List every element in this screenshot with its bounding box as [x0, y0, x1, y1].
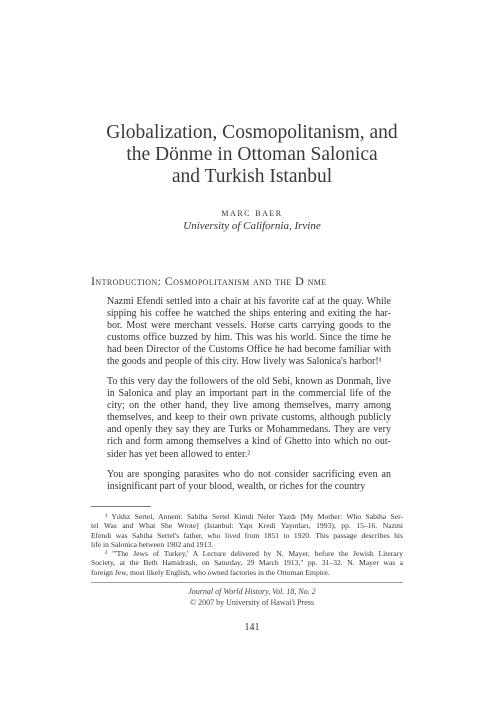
footnote-line: ¹ Yıldız Sertel, Annem: Sabiha Sertel Kimdi Neler Yazdı [My Mother: Who Sabiha Ser- [105, 512, 403, 521]
footnote-line: tel Was and What She Wrote] (Istanbul: Yapı Kredi Yayınları, 1993), pp. 15–16. Nazmi [91, 521, 403, 531]
footnote-line: life in Salonica between 1902 and 1913. [91, 540, 214, 550]
quote-line: You are sponging parasites who do not consider sacrificing even an [107, 469, 391, 480]
footnote-line: Efendi was Sabiha Sertel's father, who lived from 1851 to 1920. This passage describes his [91, 530, 403, 540]
quote-line: in Salonica and play an important part in the commercial life of the [107, 388, 391, 400]
block-quote-3 [107, 469, 391, 493]
section-heading: Introduction: Cosmopolitanism and the D nme [91, 274, 327, 288]
footnote-2 [91, 549, 403, 577]
quote-line: and openly they say they are Turks or Mohammedans. They are very [107, 424, 391, 436]
quote-line: city; on the other hand, they live among themselves, marry among [107, 400, 391, 412]
quote-line: Nazmi Efendi settled into a chair at his favorite caf at the quay. While [107, 296, 391, 307]
footnote-1 [91, 512, 403, 550]
quote-line: themselves, and keep to their own private customs, although publicly [107, 412, 391, 424]
journal-citation: Journal of World History, Vol. 18, No. 2 [188, 587, 316, 596]
block-quote-1 [107, 296, 391, 369]
quote-line: customs office buzzed by him. This was his world. Since the time he [107, 332, 391, 344]
footnote-divider [91, 506, 151, 507]
quote-line: insignificant part of your blood, wealth, or riches for the country [107, 481, 366, 493]
quote-line: sipping his coffee he watched the ships entering and exiting the har- [107, 308, 391, 320]
author-affiliation: University of California, Irvine [183, 220, 321, 232]
quote-line: To this very day the followers of the old Sebi, known as Donmah, live [107, 376, 391, 387]
quote-line: sider has yet been allowed to enter.² [107, 448, 251, 460]
article-title [60, 122, 444, 188]
quote-line: had been Director of the Customs Office he had become familiar with [107, 344, 391, 356]
footnote-line: foreign Jew, most likely English, who owned factories in the Ottoman Empire. [91, 567, 330, 577]
page-number: 141 [244, 622, 260, 633]
copyright-notice: © 2007 by University of Hawai'i Press [190, 598, 314, 607]
footnote-line: Society, at the Beth Hamidrash, on Saturday, 29 March 1913," pp. 31–32. N. Mayer was a [91, 558, 403, 568]
title-line: and Turkish Istanbul [171, 166, 333, 187]
title-line: Globalization, Cosmopolitanism, and [106, 122, 398, 143]
footnote-line: ² "'The Jews of Turkey,' A Lecture delivered by N. Mayer, before the Jewish Literary [105, 549, 403, 558]
quote-line: rich and form among themselves a kind of Ghetto into which no out- [107, 436, 391, 448]
quote-line: bor. Most were merchant vessels. Horse carts carrying goods to the [107, 320, 391, 332]
block-quote-2 [107, 376, 391, 461]
quote-line: the goods and people of this city. How lively was Salonica's harbor!¹ [107, 356, 382, 368]
title-line: the Dönme in Ottoman Salonica [126, 144, 378, 165]
footer-divider [91, 582, 403, 583]
author-name: marc baer [221, 207, 283, 219]
